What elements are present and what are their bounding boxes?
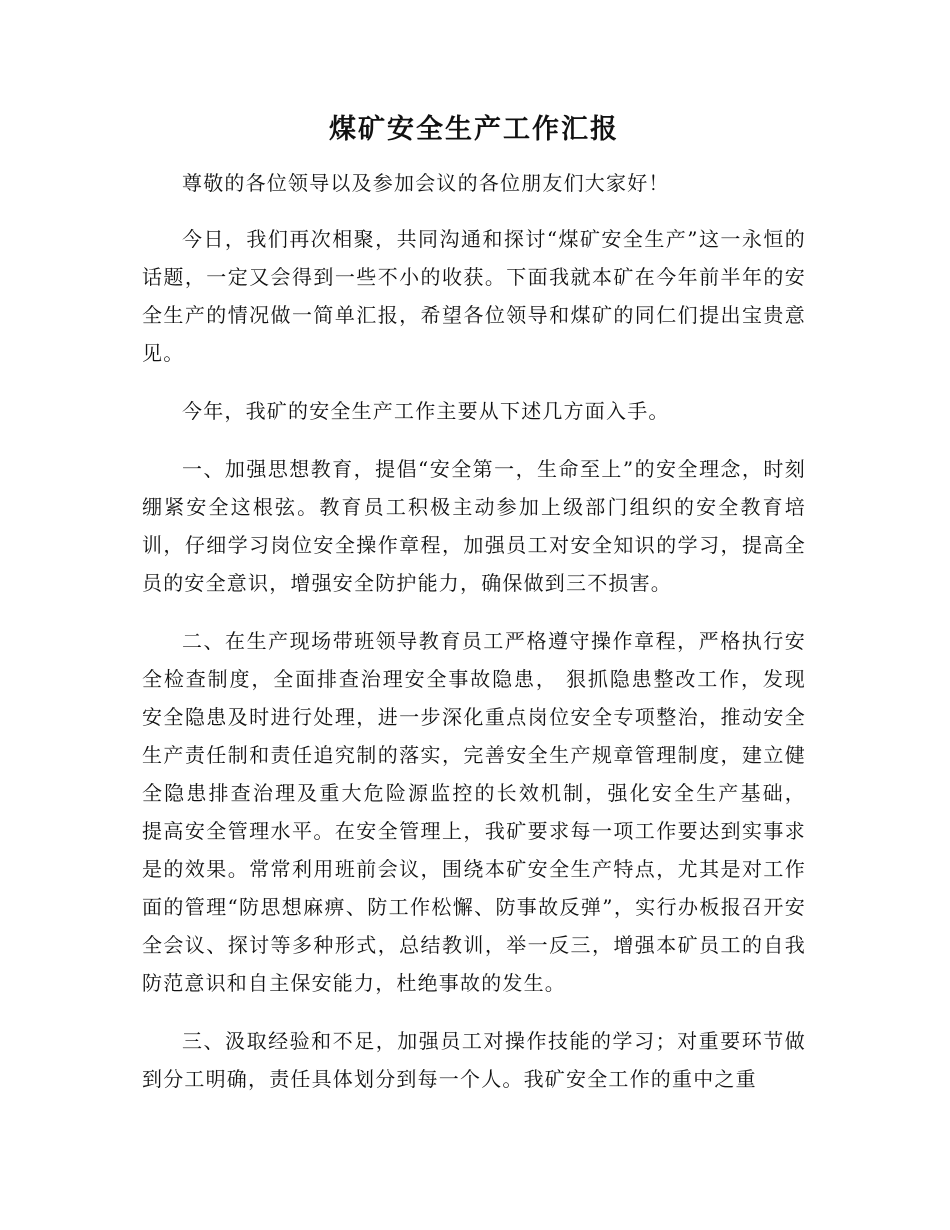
document-title: 煤矿安全生产工作汇报: [329, 114, 619, 145]
section-two-paragraph: 二、在生产现场带班领导教育员工严格遵守操作章程，严格执行安全检查制度，全面排查治理安全事故隐患， 狠抓隐患整改工作，发现安全隐患及时进行处理，进一步深化重点岗位安全专项整治，推动安全生产责任制和责任追究制的落实，完善安全生产规章管理制度，建立健全隐患排查治理及重大危险源监控的长效机制，强化安全生产基础， 提高安全管理水平。在安全管理上，我矿要求每一项工作要达到实事求是的效果。常常利用班前会议，围绕本矿安全生产特点，尤其是对工作面的管理“防思想麻痹、防工作松懈、防事故反弹”，实行办板报召开安全会议、探讨等多种形式，总结教训，举一反三，增强本矿员工的自我防范意识和自主保安能力，杜绝事故的发生。: [142, 629, 806, 995]
greeting-paragraph: 尊敬的各位领导以及参加会议的各位朋友们大家好！: [182, 171, 670, 195]
intro-paragraph: 今日，我们再次相聚，共同沟通和探讨“煤矿安全生产”这一永恒的话题，一定又会得到一些不小的收获。下面我就本矿在今年前半年的安全生产的情况做一简单汇报，希望各位领导和煤矿的同仁们提出宝贵意见。: [142, 227, 806, 365]
overview-paragraph: 今年，我矿的安全生产工作主要从下述几方面入手。: [182, 399, 670, 423]
section-one-paragraph: 一、加强思想教育，提倡“安全第一，生命至上”的安全理念，时刻绷紧安全这根弦。教育员工积极主动参加上级部门组织的安全教育培训，仔细学习岗位安全操作章程，加强员工对安全知识的学习，提高全员的安全意识，增强安全防护能力，确保做到三不损害。: [142, 457, 806, 595]
document-body: [142, 110, 806, 1118]
section-three-paragraph: 三、汲取经验和不足，加强员工对操作技能的学习；对重要环节做到分工明确，责任具体划分到每一个人。我矿安全工作的重中之重: [142, 1029, 806, 1091]
